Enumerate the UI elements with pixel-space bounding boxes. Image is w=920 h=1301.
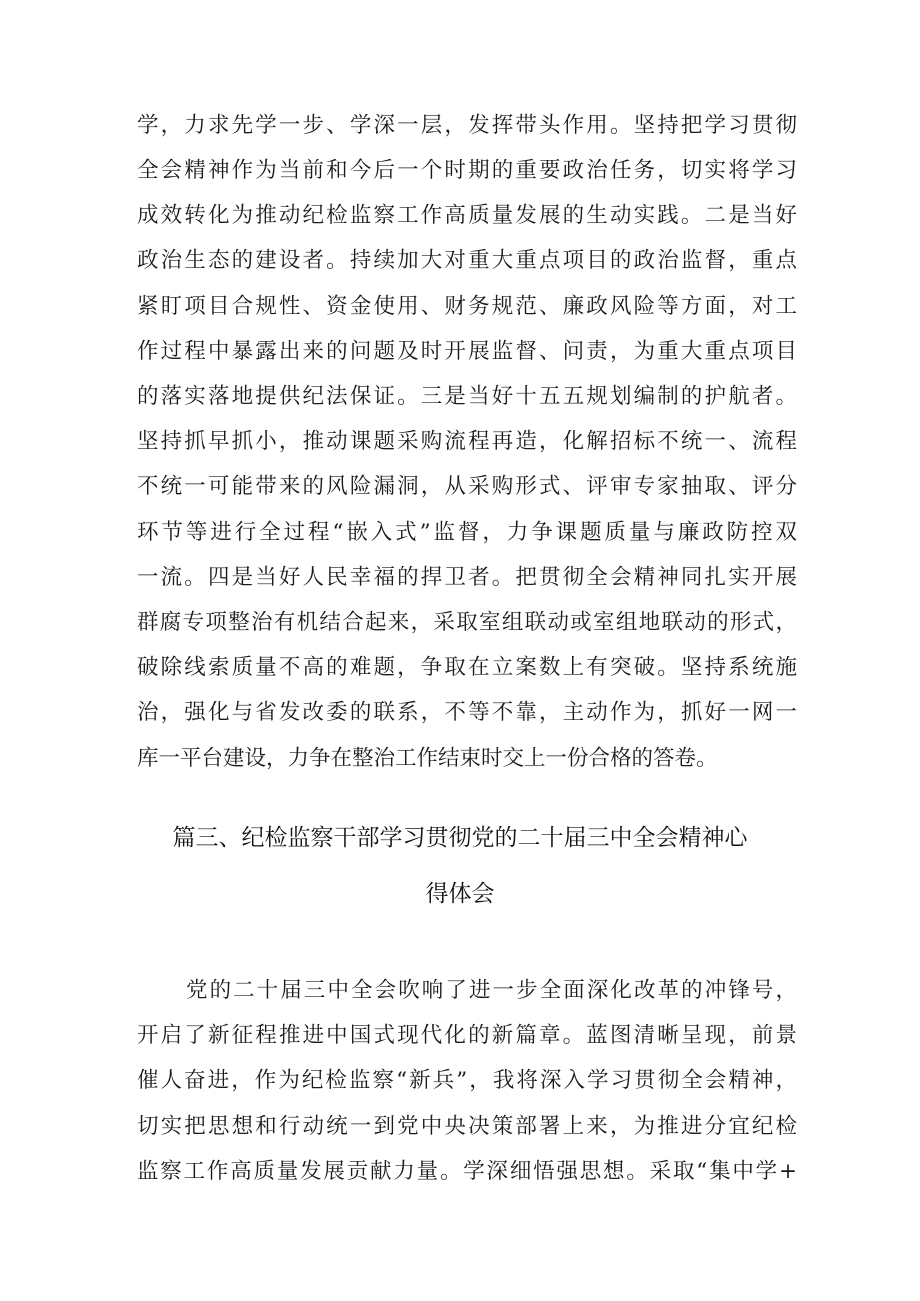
paragraph-1-line: 不统一可能带来的风险漏洞，从采购形式、评审专家抽取、评分 (137, 474, 797, 499)
section-heading: 篇三、纪检监察干部学习贯彻党的二十届三中全会精神心 (172, 825, 748, 851)
paragraph-1-line: 成效转化为推动纪检监察工作高质量发展的生动实践。二是当好 (137, 203, 797, 228)
paragraph-2-line: 切实把思想和行动统一到党中央决策部署上来，为推进分宜纪检 (137, 1114, 797, 1139)
paragraph-2-line: 监察工作高质量发展贡献力量。学深细悟强思想。采取“集中学+ (137, 1159, 797, 1184)
paragraph-1-line: 紧盯项目合规性、资金使用、财务规范、廉政风险等方面，对工 (137, 294, 797, 319)
paragraph-1-line: 政治生态的建设者。持续加大对重大重点项目的政治监督，重点 (137, 248, 797, 273)
paragraph-2-line: 开启了新征程推进中国式现代化的新篇章。蓝图清晰呈现，前景 (137, 1023, 797, 1048)
paragraph-1-line: 群腐专项整治有机结合起来，采取室组联动或室组地联动的形式， (137, 610, 797, 635)
paragraph-1-line: 库一平台建设，力争在整治工作结束时交上一份合格的答卷。 (137, 746, 718, 771)
paragraph-1-line: 破除线索质量不高的难题，争取在立案数上有突破。坚持系统施 (137, 655, 797, 680)
paragraph-1-line: 一流。四是当好人民幸福的捍卫者。把贯彻全会精神同扎实开展 (137, 565, 797, 590)
paragraph-1-line: 的落实落地提供纪法保证。三是当好十五五规划编制的护航者。 (137, 384, 797, 409)
paragraph-1-line: 坚持抓早抓小，推动课题采购流程再造，化解招标不统一、流程 (137, 429, 797, 454)
paragraph-1-line: 环节等进行全过程“嵌入式”监督，力争课题质量与廉政防控双 (137, 520, 797, 545)
paragraph-1-line: 全会精神作为当前和今后一个时期的重要政治任务，切实将学习 (137, 158, 797, 183)
paragraph-1-line: 学，力求先学一步、学深一层，发挥带头作用。坚持把学习贯彻 (137, 113, 797, 138)
paragraph-1-line: 治，强化与省发改委的联系，不等不靠，主动作为，抓好一网一 (137, 700, 797, 725)
paragraph-2-line: 党的二十届三中全会吹响了进一步全面深化改革的冲锋号， (186, 978, 797, 1003)
section-heading: 得体会 (425, 881, 495, 907)
paragraph-2-line: 催人奋进，作为纪检监察“新兵”，我将深入学习贯彻全会精神， (137, 1068, 797, 1093)
paragraph-1-line: 作过程中暴露出来的问题及时开展监督、问责，为重大重点项目 (137, 339, 797, 364)
